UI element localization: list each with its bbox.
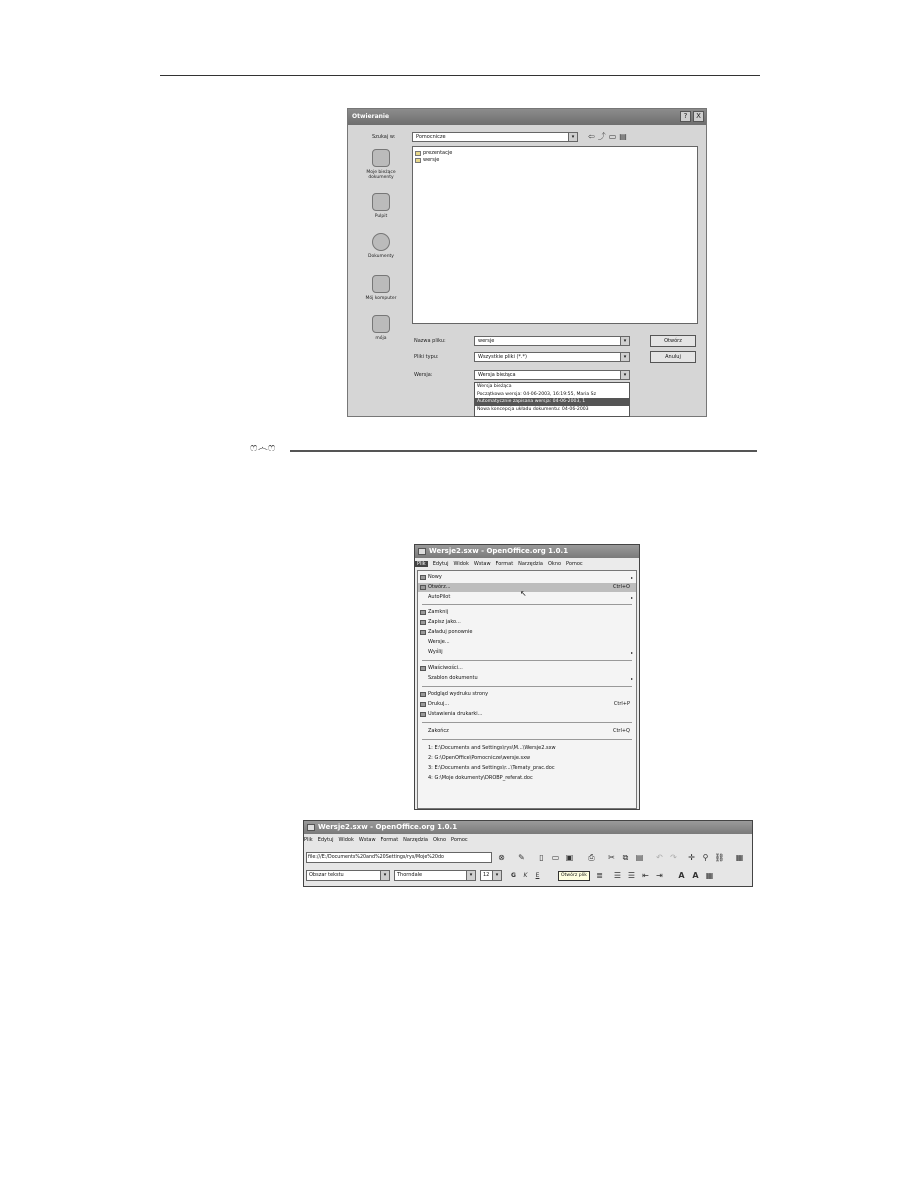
folder-icon [372, 233, 390, 251]
look-in-combo[interactable] [412, 132, 578, 142]
place-documents[interactable]: Dokumenty [356, 233, 406, 259]
menu-item-template[interactable]: Szablon dokumentu ▸ [428, 675, 633, 681]
increase-indent-icon[interactable]: ⇥ [656, 871, 663, 880]
copy-icon[interactable]: ⧉ [622, 853, 629, 862]
ornament-rule [290, 450, 757, 452]
menubar [415, 559, 639, 569]
edit-file-icon[interactable]: ✎ [518, 853, 525, 862]
menu-item-print-preview[interactable]: Podgląd wydruku strony [418, 690, 636, 699]
reload-icon [420, 630, 426, 635]
chevron-down-icon[interactable]: ▾ [620, 371, 629, 379]
properties-icon [420, 666, 426, 671]
chevron-down-icon[interactable]: ▾ [568, 133, 577, 141]
menu-format[interactable]: Format [495, 561, 514, 567]
menu-edytuj[interactable]: Edytuj [317, 837, 334, 843]
top-rule [160, 75, 760, 76]
openoffice-menu-window [414, 544, 640, 810]
new-document-icon[interactable]: ▯ [539, 853, 544, 862]
mouse-cursor-icon: ↖ [520, 589, 527, 598]
chevron-down-icon[interactable]: ▾ [492, 871, 501, 880]
file-name-field[interactable]: wersje ▾ [474, 336, 630, 346]
paste-icon[interactable]: ▤ [635, 853, 644, 862]
new-document-icon [420, 575, 426, 580]
openoffice-toolbar-window [303, 820, 753, 887]
version-option[interactable]: Początkowa wersja: 04-06-2003, 16:19:55, Maria Sz [477, 391, 596, 397]
menu-separator [422, 604, 632, 605]
version-dropdown[interactable] [474, 382, 630, 417]
underline-button[interactable]: E [535, 872, 540, 879]
recent-file-2[interactable]: 2: G:\OpenOffice\Pomocnicze\wersje.sxw [428, 755, 531, 761]
gallery-icon[interactable]: ▦ [735, 853, 744, 862]
menu-item-exit[interactable]: Zakończ Ctrl+Q [428, 728, 630, 734]
open-file-icon[interactable]: ▭ [551, 853, 560, 862]
save-icon [420, 620, 426, 625]
folder-icon [415, 151, 421, 156]
place-my-documents[interactable]: Moje bieżące dokumenty [356, 149, 406, 180]
open-folder-icon [420, 585, 426, 590]
help-button[interactable]: ? [680, 111, 691, 122]
file-name-label: Nazwa pliku: [414, 338, 446, 344]
chevron-down-icon[interactable]: ▾ [380, 871, 389, 880]
menu-item-print[interactable]: Drukuj... Ctrl+P [418, 700, 636, 709]
menu-wstaw[interactable]: Wstaw [358, 837, 376, 843]
up-folder-icon[interactable]: ⤴ [597, 132, 609, 141]
new-folder-icon[interactable]: ▭ [608, 132, 620, 141]
menu-edytuj[interactable]: Edytuj [432, 561, 449, 567]
app-icon [418, 548, 426, 555]
menu-okno[interactable]: Okno [432, 837, 447, 843]
version-option[interactable]: Nowa koncepcja układu dokumentu: 04-06-2003 [477, 406, 589, 412]
menu-format[interactable]: Format [380, 837, 399, 843]
file-menu [417, 570, 637, 809]
close-button[interactable]: X [693, 111, 704, 122]
menu-okno[interactable]: Okno [547, 561, 562, 567]
font-color-icon[interactable]: A [678, 871, 685, 880]
list-item[interactable]: prezentacje [415, 150, 697, 156]
app-icon [307, 824, 315, 831]
stylist-icon[interactable]: ⚲ [702, 853, 709, 862]
printer-icon[interactable]: ⎙ [588, 853, 595, 862]
italic-button[interactable]: K [523, 872, 528, 879]
hyperlink-icon[interactable]: ⛓ [714, 853, 725, 862]
menu-separator [422, 686, 632, 687]
file-type-label: Pliki typu: [414, 354, 439, 360]
look-in-label: Szukaj w: [372, 134, 396, 140]
menu-wstaw[interactable]: Wstaw [473, 561, 491, 567]
place-desktop[interactable]: Pulpit [356, 193, 406, 219]
menu-separator [422, 739, 632, 740]
function-toolbar [304, 850, 752, 866]
look-in-value: Pomocnicze [416, 134, 446, 140]
open-button[interactable]: Otwórz [650, 335, 696, 347]
menu-separator [422, 722, 632, 723]
version-option-selected[interactable]: Automatycznie zapisana wersja: 04-06-2003, 1 [475, 398, 629, 406]
file-list[interactable] [412, 146, 698, 324]
version-option[interactable]: Wersja bieżąca [477, 384, 512, 389]
place-network[interactable]: mója [356, 315, 406, 341]
menu-item-open[interactable]: Otwórz... Ctrl+O [418, 583, 636, 592]
menu-item-properties[interactable]: Właściwości... [418, 664, 636, 673]
undo-icon[interactable]: ↶ [656, 853, 663, 862]
cancel-button[interactable]: Anuluj [650, 351, 696, 363]
nav-toolbar [588, 131, 630, 142]
recent-file-4[interactable]: 4: G:\Moje dokumenty\DROBP_referat.doc [428, 775, 533, 781]
menu-item-printer-settings[interactable]: Ustawienia drukarki... [418, 710, 636, 719]
recent-file-1[interactable]: 1: E:\Documents and Settings\rys\M...\Wersje2.sxw [428, 745, 556, 751]
version-select[interactable]: Wersja bieżąca ▾ [474, 370, 630, 380]
menu-widok[interactable]: Widok [338, 837, 354, 843]
menu-pomoc[interactable]: Pomoc [566, 561, 583, 567]
folder-icon [415, 158, 421, 163]
save-icon[interactable]: ▣ [565, 853, 574, 862]
url-field[interactable]: file:///E:/Documents%20and%20Settings/rys/Moje%20do [306, 852, 492, 863]
cut-icon[interactable]: ✂ [608, 853, 615, 862]
bold-button[interactable]: G [511, 872, 516, 879]
menu-item-autopilot[interactable]: AutoPilot ▸ [428, 594, 633, 600]
menu-item-close[interactable]: Zamknij [418, 608, 636, 617]
recent-file-3[interactable]: 3: E:\Documents and Settings\r...\Tematy_prac.doc [428, 765, 555, 771]
menu-item-reload[interactable]: Załaduj ponownie [418, 628, 636, 637]
menu-separator [422, 660, 632, 661]
open-dialog [347, 108, 707, 417]
back-icon[interactable]: ⇦ [588, 132, 598, 141]
dialog-title: Otwieranie [348, 109, 706, 125]
window-title: Wersje2.sxw - OpenOffice.org 1.0.1 [304, 821, 752, 834]
navigator-icon[interactable]: ✛ [688, 853, 695, 862]
menu-item-versions[interactable]: Wersje... [428, 639, 450, 645]
redo-icon[interactable]: ↷ [670, 853, 677, 862]
printer-settings-icon [420, 712, 426, 717]
object-toolbar [304, 868, 752, 884]
network-icon [372, 315, 390, 333]
tooltip: Otwórz plik [558, 871, 590, 881]
chevron-down-icon[interactable]: ▾ [620, 353, 629, 361]
ornament: ෆ෴ෆ [250, 441, 276, 454]
menu-pomoc[interactable]: Pomoc [451, 837, 468, 843]
numbering-icon[interactable]: ☰ [613, 871, 622, 880]
menu-widok[interactable]: Widok [453, 561, 469, 567]
highlight-icon[interactable]: A [692, 871, 699, 880]
background-color-icon[interactable]: ▦ [705, 871, 714, 880]
place-my-computer[interactable]: Mój komputer [356, 275, 406, 301]
font-size-select[interactable]: 12 ▾ [480, 870, 502, 881]
chevron-down-icon[interactable]: ▾ [620, 337, 629, 345]
view-menu-icon[interactable]: ▤ [619, 132, 630, 141]
list-item[interactable]: wersje [415, 157, 697, 163]
bullets-icon[interactable]: ☰ [627, 871, 636, 880]
paragraph-style-select[interactable]: Obszar tekstu ▾ [306, 870, 390, 881]
desktop-icon [372, 193, 390, 211]
menu-plik[interactable]: Plik [417, 561, 426, 567]
computer-icon [372, 275, 390, 293]
version-label: Wersja: [414, 372, 433, 378]
close-doc-icon [420, 610, 426, 615]
printer-icon [420, 702, 426, 707]
align-justify-icon[interactable]: ≣ [596, 871, 603, 880]
file-type-select[interactable]: Wszystkie pliki (*.*) ▾ [474, 352, 630, 362]
print-preview-icon [420, 692, 426, 697]
menu-item-save-as[interactable]: Zapisz jako... [418, 618, 636, 627]
decrease-indent-icon[interactable]: ⇤ [642, 871, 649, 880]
menubar [304, 835, 752, 845]
menu-plik[interactable]: Plik [304, 837, 313, 843]
menu-item-send[interactable]: Wyślij ▸ [428, 649, 633, 655]
menu-narzedzia[interactable]: Narzędzia [403, 837, 428, 843]
menu-item-new[interactable]: Nowy ▸ [418, 573, 636, 582]
window-title: Wersje2.sxw - OpenOffice.org 1.0.1 [415, 545, 639, 558]
stop-icon[interactable]: ⊗ [498, 853, 505, 862]
font-name-select[interactable]: Thorndale ▾ [394, 870, 476, 881]
documents-icon [372, 149, 390, 167]
menu-narzedzia[interactable]: Narzędzia [518, 561, 543, 567]
chevron-down-icon[interactable]: ▾ [466, 871, 475, 880]
